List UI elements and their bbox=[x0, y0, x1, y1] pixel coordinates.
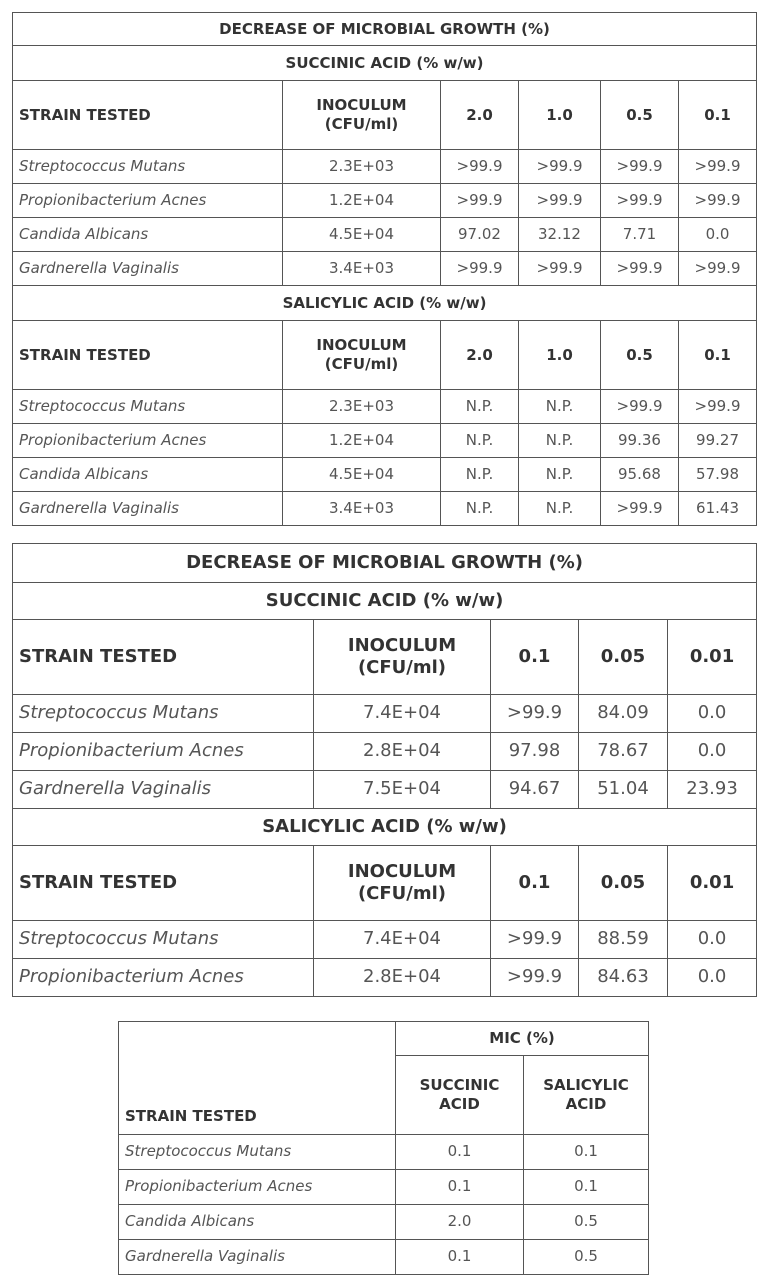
growth-decrease-value: N.P. bbox=[519, 390, 601, 424]
mic-value: 0.1 bbox=[524, 1169, 649, 1204]
concentration-header: 0.5 bbox=[601, 321, 679, 390]
strain-name: Candida Albicans bbox=[13, 218, 283, 252]
strain-name: Candida Albicans bbox=[119, 1204, 396, 1239]
growth-decrease-value: >99.9 bbox=[441, 252, 519, 286]
growth-decrease-value: >99.9 bbox=[601, 150, 679, 184]
concentration-header: 0.1 bbox=[679, 81, 757, 150]
strain-name: Streptococcus Mutans bbox=[119, 1134, 396, 1169]
table-row bbox=[119, 1239, 649, 1274]
table-row bbox=[13, 390, 757, 424]
inoculum-value: 2.8E+04 bbox=[314, 959, 491, 997]
growth-decrease-value: N.P. bbox=[519, 424, 601, 458]
growth-decrease-value: 84.63 bbox=[579, 959, 668, 997]
inoculum-value: 7.5E+04 bbox=[314, 771, 491, 809]
strain-name: Gardnerella Vaginalis bbox=[13, 252, 283, 286]
inoculum-value: 1.2E+04 bbox=[283, 184, 441, 218]
succinic-acid-header: SUCCINIC ACID bbox=[396, 1056, 524, 1135]
inoculum-header: INOCULUM (CFU/ml) bbox=[283, 81, 441, 150]
inoculum-value: 3.4E+03 bbox=[283, 492, 441, 526]
growth-decrease-value: 99.36 bbox=[601, 424, 679, 458]
concentration-header: 0.01 bbox=[668, 846, 757, 921]
mic-value: 0.1 bbox=[396, 1169, 524, 1204]
growth-decrease-value: 0.0 bbox=[668, 959, 757, 997]
concentration-header: 0.05 bbox=[579, 846, 668, 921]
growth-decrease-value: 99.27 bbox=[679, 424, 757, 458]
concentration-header: 2.0 bbox=[441, 321, 519, 390]
growth-decrease-value: >99.9 bbox=[519, 252, 601, 286]
strain-name: Propionibacterium Acnes bbox=[13, 959, 314, 997]
salicylic-acid-subtitle: SALICYLIC ACID (% w/w) bbox=[13, 286, 757, 321]
mic-value: 0.1 bbox=[396, 1134, 524, 1169]
strain-name: Propionibacterium Acnes bbox=[13, 424, 283, 458]
growth-decrease-value: >99.9 bbox=[519, 184, 601, 218]
inoculum-value: 7.4E+04 bbox=[314, 921, 491, 959]
inoculum-header: INOCULUM (CFU/ml) bbox=[314, 846, 491, 921]
growth-decrease-value: >99.9 bbox=[679, 184, 757, 218]
microbial-growth-table-1 bbox=[12, 12, 757, 526]
concentration-header: 2.0 bbox=[441, 81, 519, 150]
concentration-header: 1.0 bbox=[519, 81, 601, 150]
inoculum-value: 4.5E+04 bbox=[283, 218, 441, 252]
growth-decrease-value: N.P. bbox=[441, 458, 519, 492]
table-row bbox=[13, 695, 757, 733]
growth-decrease-value: 51.04 bbox=[579, 771, 668, 809]
growth-decrease-value: 78.67 bbox=[579, 733, 668, 771]
growth-decrease-value: >99.9 bbox=[491, 921, 579, 959]
strain-header: STRAIN TESTED bbox=[119, 1056, 396, 1135]
growth-decrease-value: 0.0 bbox=[668, 695, 757, 733]
strain-name: Gardnerella Vaginalis bbox=[119, 1239, 396, 1274]
concentration-header: 0.1 bbox=[679, 321, 757, 390]
inoculum-header: INOCULUM (CFU/ml) bbox=[314, 620, 491, 695]
table-row bbox=[13, 424, 757, 458]
growth-decrease-value: >99.9 bbox=[679, 150, 757, 184]
mic-group-header: MIC (%) bbox=[396, 1022, 649, 1056]
growth-decrease-value: 0.0 bbox=[668, 733, 757, 771]
mic-value: 0.1 bbox=[396, 1239, 524, 1274]
growth-decrease-value: >99.9 bbox=[491, 959, 579, 997]
table-title: DECREASE OF MICROBIAL GROWTH (%) bbox=[13, 13, 757, 46]
table-row bbox=[13, 458, 757, 492]
table-row bbox=[119, 1169, 649, 1204]
growth-decrease-value: 7.71 bbox=[601, 218, 679, 252]
table-row bbox=[13, 184, 757, 218]
inoculum-value: 2.8E+04 bbox=[314, 733, 491, 771]
growth-decrease-value: 97.02 bbox=[441, 218, 519, 252]
succinic-acid-subtitle: SUCCINIC ACID (% w/w) bbox=[13, 46, 757, 81]
growth-decrease-value: >99.9 bbox=[441, 150, 519, 184]
growth-decrease-value: >99.9 bbox=[601, 252, 679, 286]
strain-name: Propionibacterium Acnes bbox=[119, 1169, 396, 1204]
inoculum-value: 7.4E+04 bbox=[314, 695, 491, 733]
growth-decrease-value: 84.09 bbox=[579, 695, 668, 733]
table-row bbox=[13, 921, 757, 959]
growth-decrease-value: 0.0 bbox=[668, 921, 757, 959]
mic-value: 0.5 bbox=[524, 1204, 649, 1239]
table-title: DECREASE OF MICROBIAL GROWTH (%) bbox=[13, 544, 757, 583]
growth-decrease-value: N.P. bbox=[441, 424, 519, 458]
strain-name: Streptococcus Mutans bbox=[13, 390, 283, 424]
inoculum-value: 3.4E+03 bbox=[283, 252, 441, 286]
mic-table bbox=[118, 1021, 649, 1275]
strain-name: Gardnerella Vaginalis bbox=[13, 492, 283, 526]
table-row bbox=[13, 733, 757, 771]
table-row bbox=[119, 1204, 649, 1239]
concentration-header: 0.05 bbox=[579, 620, 668, 695]
concentration-header: 0.1 bbox=[491, 846, 579, 921]
inoculum-value: 2.3E+03 bbox=[283, 390, 441, 424]
growth-decrease-value: 88.59 bbox=[579, 921, 668, 959]
strain-name: Streptococcus Mutans bbox=[13, 150, 283, 184]
strain-tested-header: STRAIN TESTED bbox=[13, 846, 314, 921]
mic-value: 2.0 bbox=[396, 1204, 524, 1239]
growth-decrease-value: 61.43 bbox=[679, 492, 757, 526]
strain-name: Propionibacterium Acnes bbox=[13, 184, 283, 218]
concentration-header: 0.5 bbox=[601, 81, 679, 150]
growth-decrease-value: >99.9 bbox=[601, 184, 679, 218]
strain-name: Candida Albicans bbox=[13, 458, 283, 492]
table-row bbox=[13, 252, 757, 286]
salicylic-acid-header: SALICYLIC ACID bbox=[524, 1056, 649, 1135]
growth-decrease-value: 23.93 bbox=[668, 771, 757, 809]
salicylic-acid-subtitle: SALICYLIC ACID (% w/w) bbox=[13, 809, 757, 846]
growth-decrease-value: 94.67 bbox=[491, 771, 579, 809]
growth-decrease-value: N.P. bbox=[441, 492, 519, 526]
growth-decrease-value: 57.98 bbox=[679, 458, 757, 492]
growth-decrease-value: >99.9 bbox=[679, 252, 757, 286]
table-row bbox=[13, 150, 757, 184]
growth-decrease-value: N.P. bbox=[519, 492, 601, 526]
growth-decrease-value: >99.9 bbox=[519, 150, 601, 184]
growth-decrease-value: >99.9 bbox=[441, 184, 519, 218]
inoculum-value: 1.2E+04 bbox=[283, 424, 441, 458]
growth-decrease-value: 95.68 bbox=[601, 458, 679, 492]
strain-name: Streptococcus Mutans bbox=[13, 921, 314, 959]
growth-decrease-value: >99.9 bbox=[601, 390, 679, 424]
growth-decrease-value: 0.0 bbox=[679, 218, 757, 252]
growth-decrease-value: >99.9 bbox=[679, 390, 757, 424]
mic-blank-cell bbox=[119, 1022, 396, 1056]
mic-value: 0.5 bbox=[524, 1239, 649, 1274]
strain-tested-header: STRAIN TESTED bbox=[13, 620, 314, 695]
growth-decrease-value: 97.98 bbox=[491, 733, 579, 771]
growth-decrease-value: N.P. bbox=[519, 458, 601, 492]
growth-decrease-value: >99.9 bbox=[601, 492, 679, 526]
inoculum-value: 4.5E+04 bbox=[283, 458, 441, 492]
concentration-header: 1.0 bbox=[519, 321, 601, 390]
growth-decrease-value: 32.12 bbox=[519, 218, 601, 252]
table-row bbox=[119, 1134, 649, 1169]
table-row bbox=[13, 218, 757, 252]
strain-name: Streptococcus Mutans bbox=[13, 695, 314, 733]
mic-value: 0.1 bbox=[524, 1134, 649, 1169]
succinic-acid-subtitle: SUCCINIC ACID (% w/w) bbox=[13, 583, 757, 620]
concentration-header: 0.01 bbox=[668, 620, 757, 695]
inoculum-value: 2.3E+03 bbox=[283, 150, 441, 184]
strain-tested-header: STRAIN TESTED bbox=[13, 321, 283, 390]
table-row bbox=[13, 771, 757, 809]
concentration-header: 0.1 bbox=[491, 620, 579, 695]
table-row bbox=[13, 959, 757, 997]
table-row bbox=[13, 492, 757, 526]
microbial-growth-table-2 bbox=[12, 543, 757, 997]
strain-name: Propionibacterium Acnes bbox=[13, 733, 314, 771]
strain-tested-header: STRAIN TESTED bbox=[13, 81, 283, 150]
inoculum-header: INOCULUM (CFU/ml) bbox=[283, 321, 441, 390]
growth-decrease-value: >99.9 bbox=[491, 695, 579, 733]
strain-name: Gardnerella Vaginalis bbox=[13, 771, 314, 809]
growth-decrease-value: N.P. bbox=[441, 390, 519, 424]
